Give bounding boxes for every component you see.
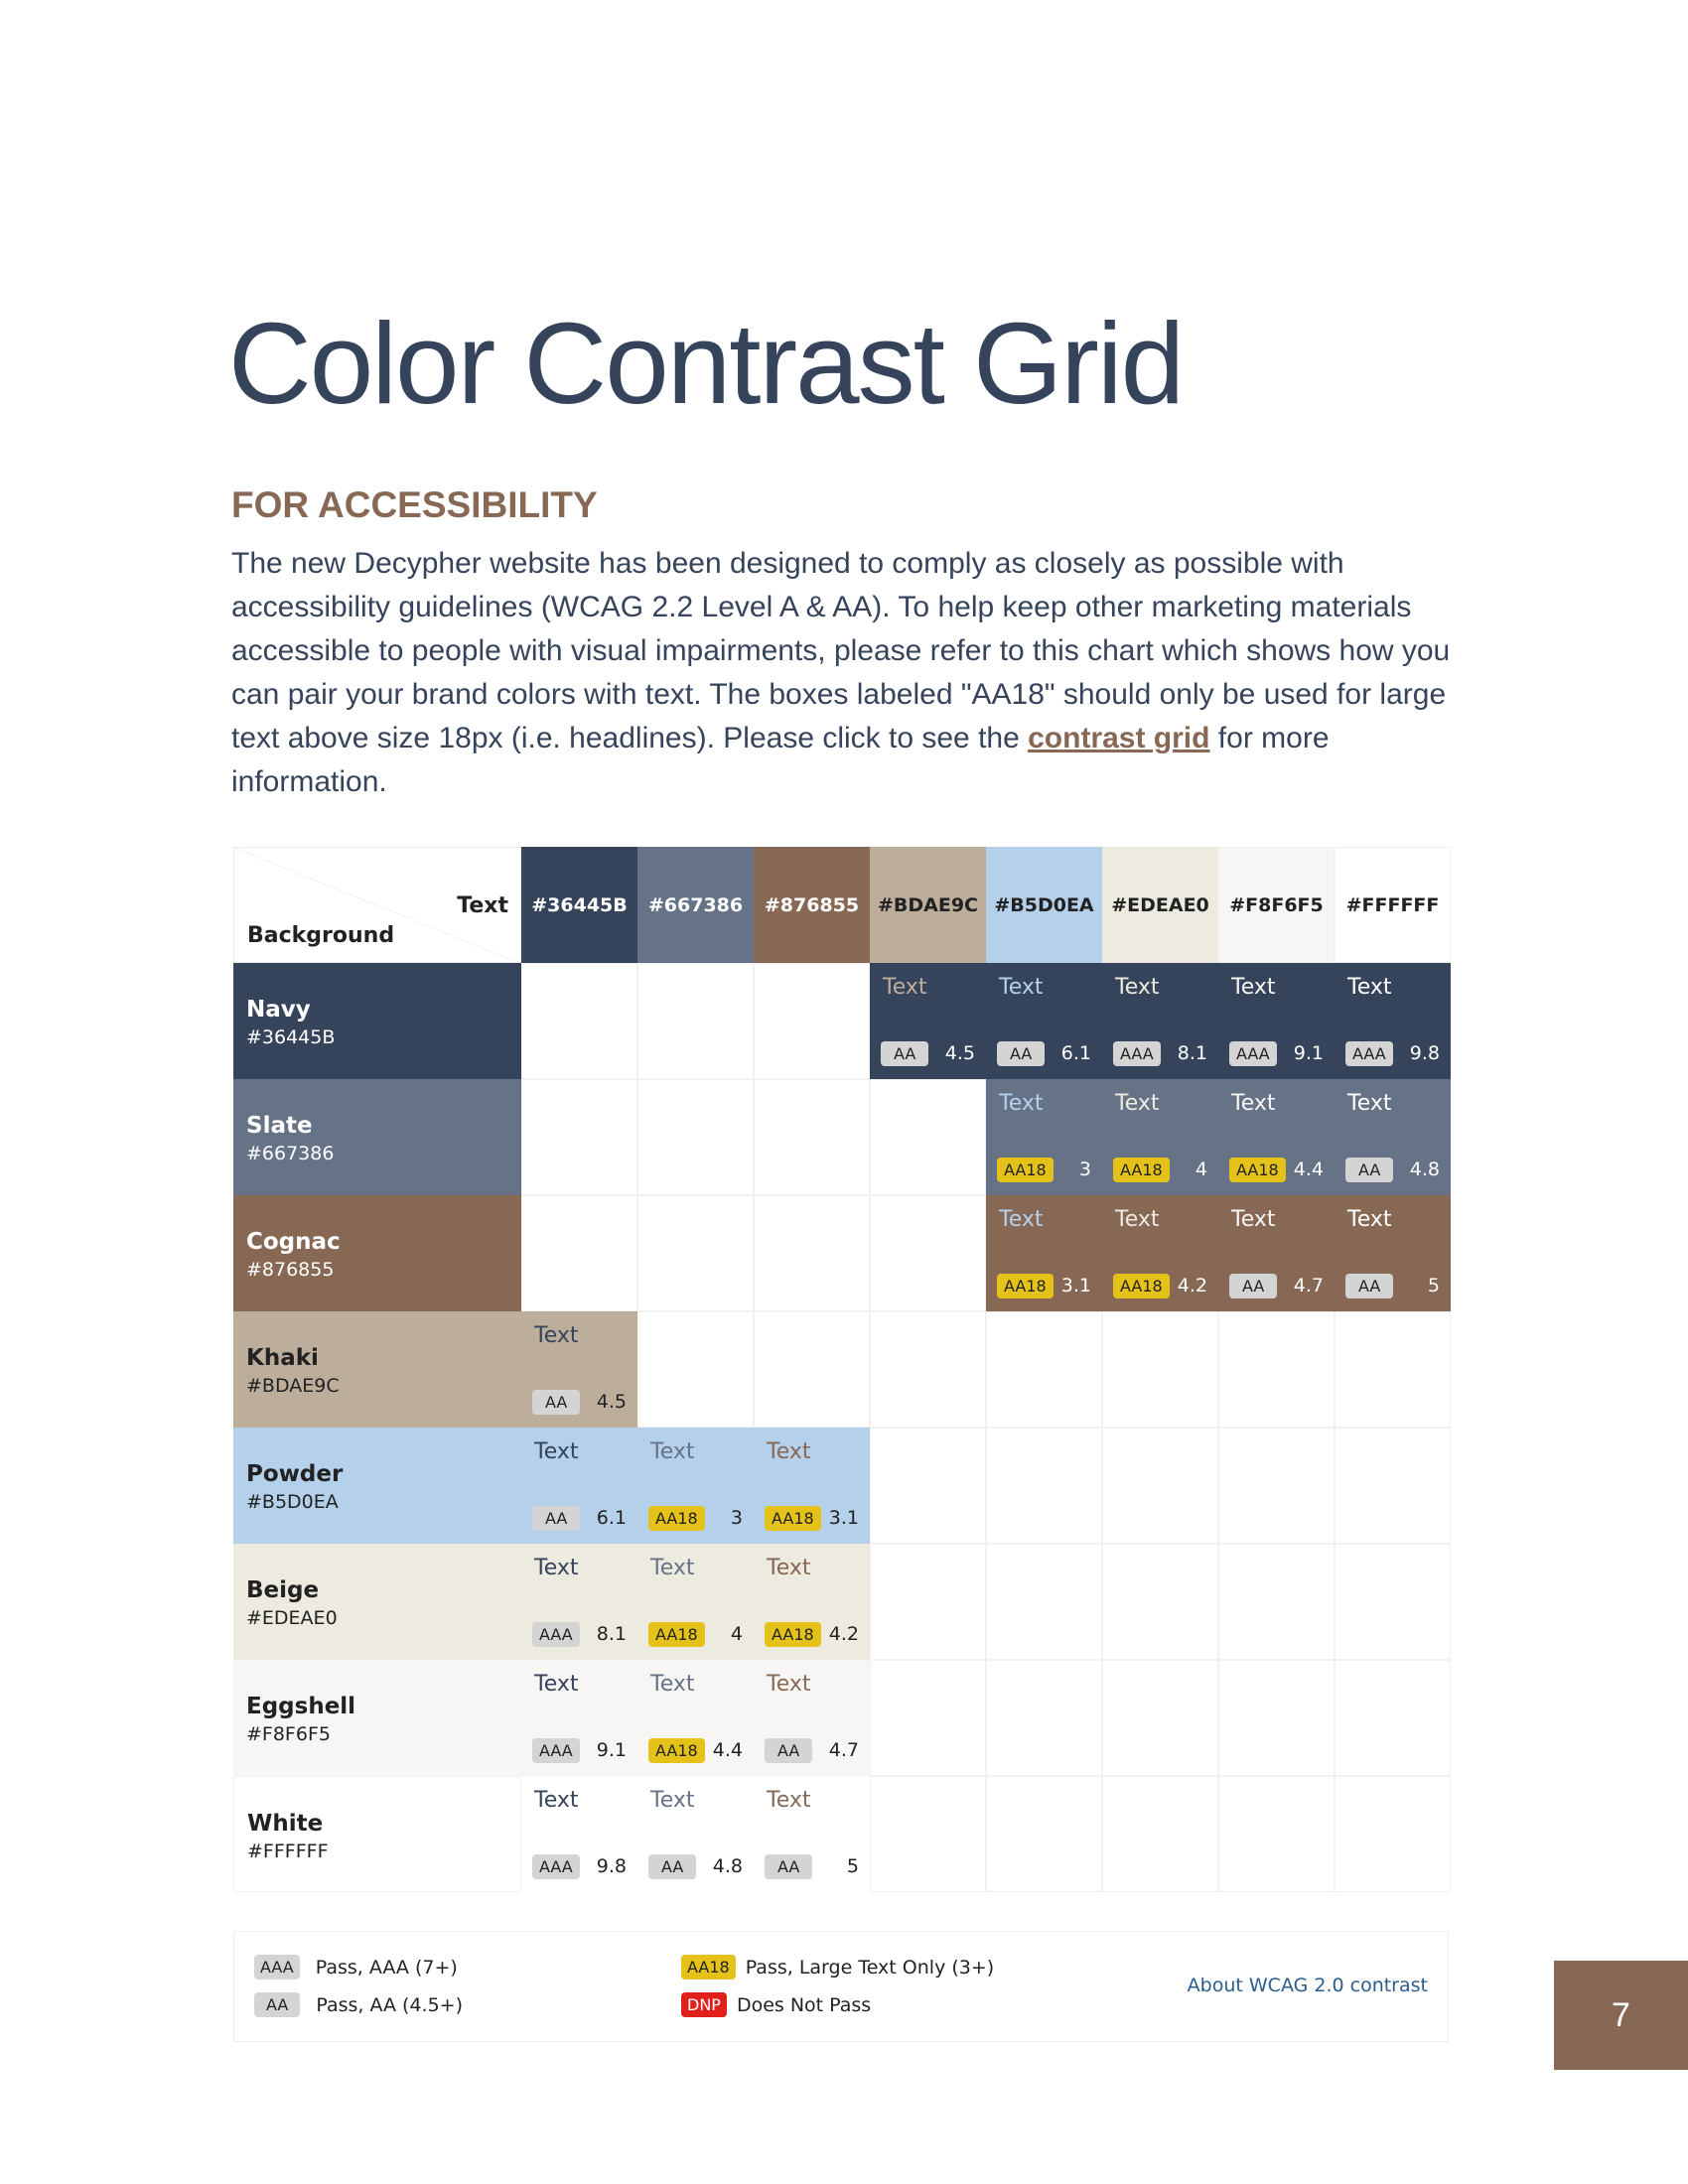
pass-badge: AA	[1229, 1274, 1277, 1298]
pair-cell	[1102, 1079, 1218, 1195]
pair-cell	[521, 1428, 637, 1544]
row-hex: #FFFFFF	[247, 1841, 329, 1862]
contrast-ratio: 6.1	[1060, 1042, 1091, 1064]
pair-text-sample: Text	[1347, 975, 1392, 1000]
pass-badge: AA18	[1113, 1274, 1170, 1298]
pair-cell	[521, 1776, 637, 1892]
pair-text-sample: Text	[999, 1091, 1044, 1116]
empty-cell	[870, 1311, 986, 1428]
column-header: #BDAE9C	[870, 847, 986, 963]
pair-cell	[521, 1544, 637, 1660]
contrast-ratio: 4.8	[712, 1855, 743, 1877]
column-header: #EDEAE0	[1102, 847, 1218, 963]
pass-badge: AA	[997, 1041, 1045, 1066]
page-title: Color Contrast Grid	[228, 299, 1184, 428]
pair-text-sample: Text	[650, 1672, 695, 1697]
pair-text-sample: Text	[534, 1672, 579, 1697]
pass-badge: AA	[765, 1738, 812, 1763]
pass-badge: AA18	[648, 1506, 705, 1531]
pass-badge: AA18	[1113, 1158, 1170, 1182]
row-name: Eggshell	[246, 1694, 356, 1719]
intro-text-end: for more information.	[231, 722, 1330, 798]
pair-cell	[986, 963, 1102, 1079]
contrast-grid	[233, 847, 1451, 1892]
row-name: Khaki	[246, 1345, 319, 1371]
empty-cell	[637, 963, 754, 1079]
contrast-ratio: 9.1	[1293, 1042, 1324, 1064]
pair-cell	[1102, 1195, 1218, 1311]
pass-badge: AAA	[532, 1622, 580, 1647]
row-name: Cognac	[246, 1229, 341, 1255]
empty-cell	[754, 1195, 870, 1311]
empty-cell	[1335, 1311, 1451, 1428]
corner-text-label: Text	[457, 893, 508, 918]
contrast-ratio: 4.7	[828, 1739, 859, 1761]
pair-cell	[870, 963, 986, 1079]
pair-cell	[754, 1544, 870, 1660]
legend-aa18-badge: AA18	[681, 1955, 736, 1979]
empty-cell	[1218, 1544, 1335, 1660]
pair-cell	[521, 1311, 637, 1428]
contrast-ratio: 4.2	[1177, 1275, 1207, 1297]
contrast-ratio: 3	[1078, 1159, 1091, 1180]
empty-cell	[754, 1311, 870, 1428]
column-header: #876855	[754, 847, 870, 963]
legend-aa	[254, 1992, 463, 2017]
empty-cell	[1335, 1660, 1451, 1776]
pass-badge: AA	[881, 1041, 928, 1066]
row-hex: #876855	[246, 1259, 335, 1281]
empty-cell	[870, 1195, 986, 1311]
empty-cell	[637, 1079, 754, 1195]
contrast-ratio: 4.4	[1293, 1159, 1324, 1180]
intro-paragraph	[231, 542, 1463, 804]
pass-badge: AAA	[532, 1854, 580, 1879]
empty-cell	[1102, 1428, 1218, 1544]
row-hex: #BDAE9C	[246, 1375, 340, 1397]
pair-cell	[986, 1195, 1102, 1311]
empty-cell	[637, 1195, 754, 1311]
empty-cell	[1218, 1776, 1335, 1892]
contrast-ratio: 9.1	[596, 1739, 627, 1761]
column-header: #667386	[637, 847, 754, 963]
grid-corner	[233, 847, 521, 963]
pair-text-sample: Text	[534, 1323, 579, 1348]
contrast-ratio: 9.8	[1409, 1042, 1440, 1064]
pair-cell	[1335, 963, 1451, 1079]
contrast-ratio: 3.1	[828, 1507, 859, 1529]
pair-text-sample: Text	[1347, 1091, 1392, 1116]
row-hex: #667386	[246, 1143, 335, 1164]
pair-cell	[1218, 1195, 1335, 1311]
contrast-ratio: 3.1	[1060, 1275, 1091, 1297]
column-header: #FFFFFF	[1335, 847, 1451, 963]
empty-cell	[1335, 1776, 1451, 1892]
empty-cell	[870, 1544, 986, 1660]
pair-cell	[1218, 1079, 1335, 1195]
row-name: Slate	[246, 1113, 313, 1139]
empty-cell	[1102, 1544, 1218, 1660]
pair-text-sample: Text	[767, 1556, 811, 1580]
empty-cell	[986, 1660, 1102, 1776]
pass-badge: AA	[1345, 1274, 1393, 1298]
pair-text-sample: Text	[767, 1672, 811, 1697]
row-header-white	[233, 1776, 521, 1892]
contrast-ratio: 6.1	[596, 1507, 627, 1529]
empty-cell	[1102, 1660, 1218, 1776]
empty-cell	[870, 1776, 986, 1892]
contrast-ratio: 8.1	[596, 1623, 627, 1645]
pass-badge: AAA	[532, 1738, 580, 1763]
pass-badge: AA	[532, 1390, 580, 1415]
empty-cell	[870, 1079, 986, 1195]
pass-badge: AAA	[1113, 1041, 1161, 1066]
row-header-navy	[233, 963, 521, 1079]
empty-cell	[986, 1544, 1102, 1660]
pair-text-sample: Text	[534, 1788, 579, 1813]
pair-text-sample: Text	[1231, 1091, 1276, 1116]
empty-cell	[1218, 1311, 1335, 1428]
empty-cell	[1102, 1776, 1218, 1892]
empty-cell	[870, 1660, 986, 1776]
empty-cell	[986, 1311, 1102, 1428]
row-name: White	[247, 1811, 324, 1837]
pass-badge: AA18	[765, 1506, 821, 1531]
contrast-ratio: 4.4	[712, 1739, 743, 1761]
pass-badge: AA18	[648, 1738, 705, 1763]
contrast-ratio: 9.8	[596, 1855, 627, 1877]
empty-cell	[1335, 1544, 1451, 1660]
row-header-slate	[233, 1079, 521, 1195]
row-name: Navy	[246, 997, 311, 1023]
pair-text-sample: Text	[883, 975, 927, 1000]
empty-cell	[521, 1079, 637, 1195]
empty-cell	[521, 963, 637, 1079]
pass-badge: AA	[532, 1506, 580, 1531]
contrast-ratio: 4.5	[944, 1042, 975, 1064]
row-hex: #36445B	[246, 1026, 336, 1048]
pair-cell	[637, 1428, 754, 1544]
contrast-ratio: 5	[846, 1855, 859, 1877]
row-hex: #EDEAE0	[246, 1607, 338, 1629]
legend	[233, 1931, 1449, 2042]
legend-aa18-label: Pass, Large Text Only (3+)	[745, 1956, 995, 1979]
pass-badge: AA18	[765, 1622, 821, 1647]
pair-cell	[637, 1776, 754, 1892]
empty-cell	[1335, 1428, 1451, 1544]
contrast-ratio: 4	[730, 1623, 743, 1645]
empty-cell	[754, 963, 870, 1079]
pass-badge: AA	[765, 1854, 812, 1879]
pair-text-sample: Text	[650, 1556, 695, 1580]
contrast-ratio: 4.5	[596, 1391, 627, 1413]
row-name: Powder	[246, 1461, 344, 1487]
pass-badge: AA18	[648, 1622, 705, 1647]
pair-cell	[754, 1776, 870, 1892]
empty-cell	[754, 1079, 870, 1195]
pass-badge: AAA	[1345, 1041, 1393, 1066]
pair-text-sample: Text	[650, 1439, 695, 1464]
pair-cell	[1102, 963, 1218, 1079]
pair-cell	[754, 1428, 870, 1544]
empty-cell	[1218, 1660, 1335, 1776]
contrast-ratio: 4	[1195, 1159, 1207, 1180]
intro-text: The new Decypher website has been designed to comply as closely as possible with accessibility guidelines (WCAG 2.2 Level A & AA). To help keep other marketing materials accessible to people with visual impairments, please refer to this chart which shows how you can pair your brand colors with text. The boxes labeled "AA18" should only be used for large text above size 18px (i.e. headlines). Please click to see the	[231, 547, 1451, 754]
pair-text-sample: Text	[1115, 1207, 1160, 1232]
pair-text-sample: Text	[1231, 1207, 1276, 1232]
pass-badge: AA18	[1229, 1158, 1286, 1182]
contrast-ratio: 3	[730, 1507, 743, 1529]
empty-cell	[637, 1311, 754, 1428]
pair-cell	[1335, 1079, 1451, 1195]
pair-text-sample: Text	[999, 975, 1044, 1000]
page-number-tab	[1554, 1961, 1688, 2070]
legend-dnp-label: Does Not Pass	[736, 1993, 872, 2016]
empty-cell	[986, 1776, 1102, 1892]
empty-cell	[1218, 1428, 1335, 1544]
pair-cell	[637, 1660, 754, 1776]
pair-cell	[521, 1660, 637, 1776]
column-header: #36445B	[521, 847, 637, 963]
pair-text-sample: Text	[767, 1439, 811, 1464]
row-header-powder	[233, 1428, 521, 1544]
pair-text-sample: Text	[767, 1788, 811, 1813]
contrast-ratio: 4.2	[828, 1623, 859, 1645]
row-header-eggshell	[233, 1660, 521, 1776]
column-header: #F8F6F5	[1218, 847, 1335, 963]
row-hex: #B5D0EA	[246, 1491, 339, 1513]
pair-text-sample: Text	[999, 1207, 1044, 1232]
pair-text-sample: Text	[1115, 1091, 1160, 1116]
contrast-ratio: 5	[1427, 1275, 1440, 1297]
contrast-ratio: 4.7	[1293, 1275, 1324, 1297]
empty-cell	[521, 1195, 637, 1311]
section-subtitle: FOR ACCESSIBILITY	[231, 484, 598, 525]
pair-cell	[1218, 963, 1335, 1079]
legend-dnp-badge: DNP	[681, 1992, 727, 2017]
row-hex: #F8F6F5	[246, 1723, 331, 1745]
legend-aa18	[681, 1955, 994, 1979]
empty-cell	[986, 1428, 1102, 1544]
pass-badge: AA18	[997, 1158, 1054, 1182]
legend-aa-badge: AA	[254, 1992, 300, 2017]
pair-cell	[754, 1660, 870, 1776]
corner-background-label: Background	[247, 923, 395, 948]
legend-aaa	[254, 1955, 458, 1979]
legend-aaa-label: Pass, AAA (7+)	[315, 1956, 458, 1979]
pair-text-sample: Text	[1231, 975, 1276, 1000]
empty-cell	[870, 1428, 986, 1544]
contrast-grid-link[interactable]: contrast grid	[1028, 722, 1210, 754]
pair-cell	[637, 1544, 754, 1660]
wcag-contrast-link[interactable]: About WCAG 2.0 contrast	[1187, 1975, 1428, 1996]
pair-text-sample: Text	[534, 1439, 579, 1464]
pass-badge: AAA	[1229, 1041, 1277, 1066]
row-header-beige	[233, 1544, 521, 1660]
row-name: Beige	[246, 1577, 320, 1603]
contrast-ratio: 4.8	[1409, 1159, 1440, 1180]
pair-text-sample: Text	[1347, 1207, 1392, 1232]
pair-text-sample: Text	[534, 1556, 579, 1580]
contrast-ratio: 8.1	[1177, 1042, 1207, 1064]
pass-badge: AA18	[997, 1274, 1054, 1298]
pair-text-sample: Text	[1115, 975, 1160, 1000]
empty-cell	[1102, 1311, 1218, 1428]
legend-aa-label: Pass, AA (4.5+)	[316, 1993, 463, 2016]
row-header-khaki	[233, 1311, 521, 1428]
row-header-cognac	[233, 1195, 521, 1311]
column-header: #B5D0EA	[986, 847, 1102, 963]
pair-cell	[986, 1079, 1102, 1195]
legend-dnp	[681, 1992, 871, 2017]
pair-cell	[1335, 1195, 1451, 1311]
pair-text-sample: Text	[650, 1788, 695, 1813]
legend-aaa-badge: AAA	[254, 1955, 300, 1979]
pass-badge: AA	[1345, 1158, 1393, 1182]
page-number: 7	[1612, 1995, 1630, 2034]
pass-badge: AA	[648, 1854, 696, 1879]
